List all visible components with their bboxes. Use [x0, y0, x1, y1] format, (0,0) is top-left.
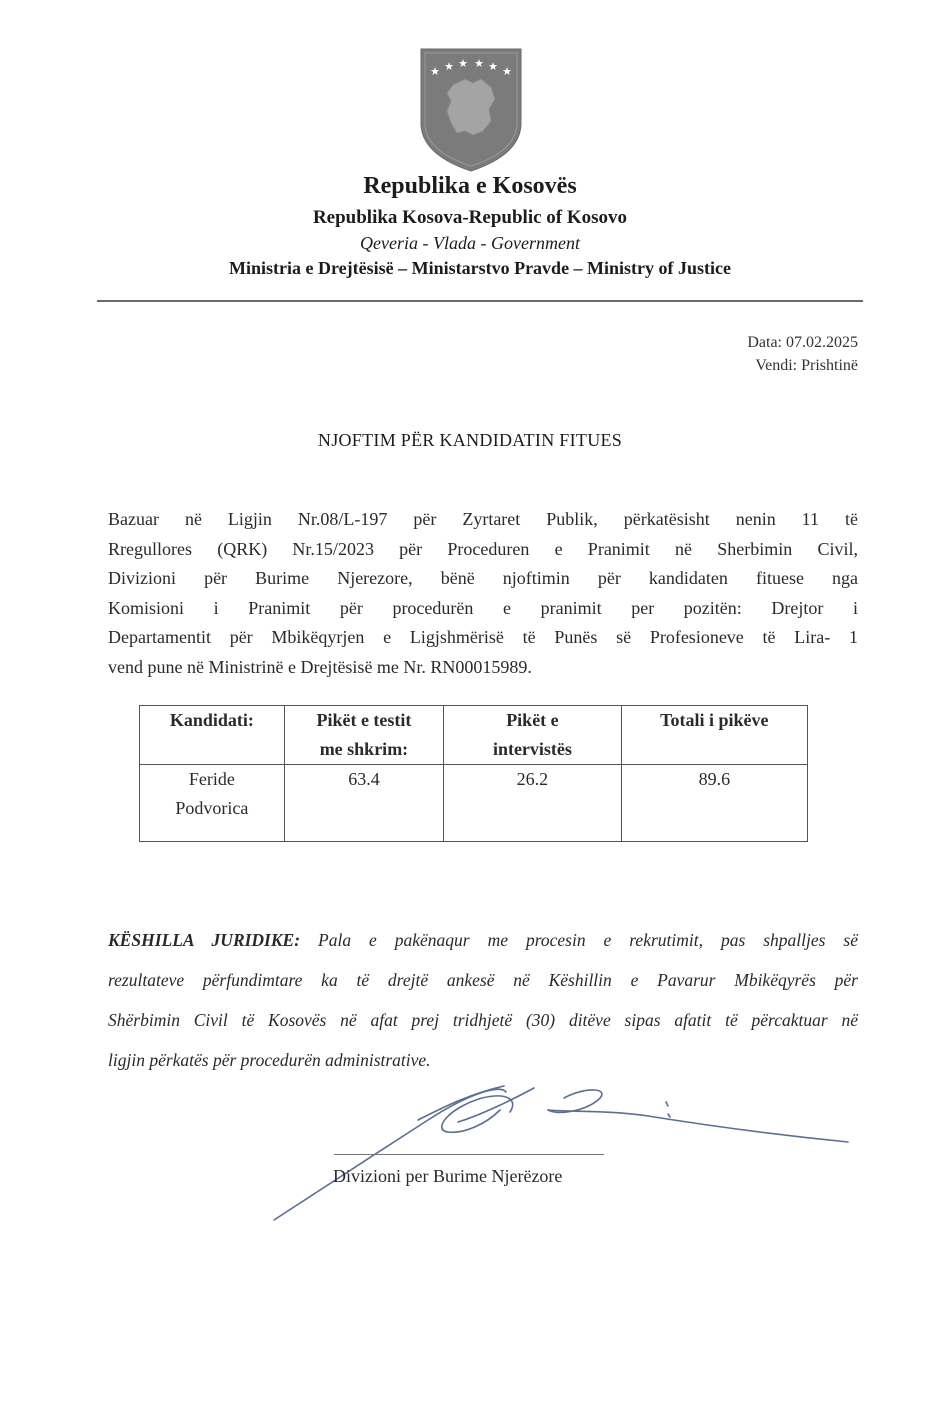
document-date: Data: 07.02.2025 — [747, 334, 858, 351]
notice-body — [108, 505, 858, 682]
svg-text:★: ★ — [430, 65, 440, 78]
legal-line: Shërbimin Civil të Kosovës në afat prej tridhjetë (30) ditëve sipas afatit të përcaktuar në — [108, 1010, 858, 1030]
notice-title: NJOFTIM PËR KANDIDATIN FITUES — [317, 430, 623, 450]
government-heading: Qeveria - Vlada - Government — [360, 233, 580, 253]
cell-total-score: 89.6 — [621, 765, 807, 842]
header-candidate-label: Kandidati: — [169, 710, 254, 730]
header-total-label: Totali i pikëve — [660, 710, 769, 730]
document-place: Vendi: Prishtinë — [755, 357, 858, 374]
body-line: vend pune në Ministrinë e Drejtësisë me Nr. RN00015989. — [108, 656, 532, 677]
header-interview — [444, 706, 621, 765]
svg-text:★: ★ — [458, 57, 468, 70]
svg-text:★: ★ — [488, 60, 498, 73]
handwritten-signature — [268, 1080, 858, 1225]
kosovo-coat-of-arms-icon — [417, 45, 525, 173]
legal-line: rezultateve përfundimtare ka të drejtë ankesë në Këshillin e Pavarur Mbikëqyrës për — [108, 970, 858, 990]
legal-line: ligjin përkatës për procedurën administrative. — [108, 1050, 431, 1070]
country-multilingual-heading: Republika Kosova-Republic of Kosovo — [312, 207, 628, 228]
table-header-row — [140, 706, 808, 765]
body-line: Komisioni i Pranimit për procedurën e pranimit per pozitën: Drejtor i — [108, 597, 858, 618]
candidate-first-name: Feride — [188, 769, 235, 789]
table-row — [140, 765, 808, 842]
signature-caption: Divizioni per Burime Njerëzore — [333, 1166, 563, 1186]
body-line: Bazuar në Ligjin Nr.08/L-197 për Zyrtaret Publik, përkatësisht nenin 11 të — [108, 509, 858, 529]
svg-text:★: ★ — [502, 65, 512, 78]
ministry-heading: Ministria e Drejtësisë – Ministarstvo Pravde – Ministry of Justice — [228, 258, 732, 278]
cell-written-score: 63.4 — [284, 765, 444, 842]
svg-text:★: ★ — [444, 60, 454, 73]
body-line: Divizioni për Burime Njerezore, bënë njoftimin për kandidaten fituese nga — [108, 568, 858, 588]
header-interview-label-2: intervistës — [492, 739, 572, 759]
header-written-test — [284, 706, 444, 765]
body-line: Departamentit për Mbikëqyrjen e Ligjshmërisë të Punës së Profesioneve të Lira- 1 — [108, 627, 858, 647]
country-heading: Republika e Kosovës — [363, 173, 577, 199]
cell-candidate — [140, 765, 285, 842]
legal-advice — [108, 920, 858, 1080]
cell-interview-score: 26.2 — [444, 765, 621, 842]
candidate-last-name: Podvorica — [175, 798, 249, 818]
legal-line-text: Pala e pakënaqur me procesin e rekrutimit, pas shpalljes së — [318, 930, 858, 950]
signature-line — [334, 1154, 604, 1155]
header-candidate — [140, 706, 285, 765]
header-written-label-2: me shkrim: — [319, 739, 409, 759]
body-line: Rregullores (QRK) Nr.15/2023 për Proceduren e Pranimit në Sherbimin Civil, — [108, 538, 858, 559]
header-written-label-1: Pikët e testit — [316, 710, 412, 730]
header-total — [621, 706, 807, 765]
legal-line — [108, 920, 858, 960]
header-interview-label-1: Pikët e — [506, 710, 559, 730]
header-divider — [97, 300, 863, 302]
legal-advice-label: KËSHILLA JURIDIKE: — [108, 930, 301, 950]
results-table — [139, 705, 808, 842]
svg-text:★: ★ — [474, 57, 484, 70]
